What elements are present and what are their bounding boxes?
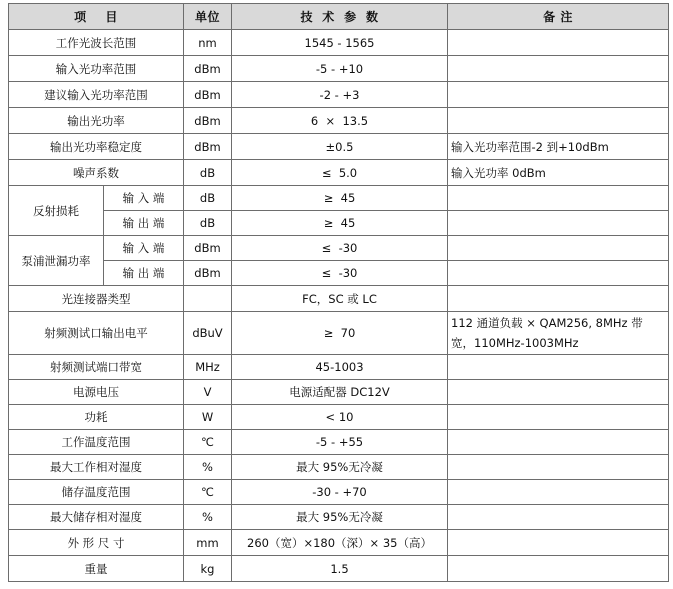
row-value: 45-1003 [232,355,448,380]
row-remark [448,236,669,261]
row-remark [448,108,669,134]
row-value: 最大 95%无冷凝 [232,505,448,530]
row-value: 6 × 13.5 [232,108,448,134]
table-row [9,530,669,556]
row-item: 光连接器类型 [9,286,184,312]
row-value: -5 - +10 [232,56,448,82]
table-row [9,56,669,82]
row-unit: dB [184,186,232,211]
row-remark: 输入光功率 0dBm [448,160,669,186]
row-remark [448,530,669,556]
row-item: 电源电压 [9,380,184,405]
row-item: 输入光功率范围 [9,56,184,82]
row-item: 外 形 尺 寸 [9,530,184,556]
row-remark [448,480,669,505]
row-unit: ℃ [184,480,232,505]
table-row [9,160,669,186]
row-remark [448,186,669,211]
row-unit: dBm [184,108,232,134]
row-port: 输 入 端 [104,186,184,211]
header-remarks: 备 注 [448,4,669,30]
row-remark [448,355,669,380]
table-row [9,505,669,530]
row-item: 功耗 [9,405,184,430]
table-header-row [9,4,669,30]
table-row [9,286,669,312]
row-unit: dBm [184,82,232,108]
table-row [9,355,669,380]
row-value: ≤ -30 [232,236,448,261]
row-unit: dBm [184,56,232,82]
row-remark [448,380,669,405]
row-remark [448,455,669,480]
table-row [9,134,669,160]
row-item: 输出光功率 [9,108,184,134]
row-unit: dB [184,160,232,186]
row-unit: dBm [184,236,232,261]
row-value: ±0.5 [232,134,448,160]
row-unit: dBm [184,134,232,160]
row-remark: 112 通道负载 × QAM256, 8MHz 带宽，110MHz-1003MHz [448,312,669,355]
row-port: 输 入 端 [104,236,184,261]
table-row [9,261,669,286]
row-remark [448,556,669,582]
row-item: 工作温度范围 [9,430,184,455]
table-row [9,82,669,108]
row-value: -2 - +3 [232,82,448,108]
header-params: 技 术 参 数 [232,4,448,30]
row-value: ≤ 5.0 [232,160,448,186]
row-value: 最大 95%无冷凝 [232,455,448,480]
table-row [9,405,669,430]
row-unit: MHz [184,355,232,380]
row-value: 电源适配器 DC12V [232,380,448,405]
row-value: ≥ 45 [232,186,448,211]
row-value: -30 - +70 [232,480,448,505]
header-item: 项 目 [9,4,184,30]
row-remark [448,56,669,82]
table-row [9,556,669,582]
table-row [9,312,669,355]
row-unit: nm [184,30,232,56]
row-remark [448,430,669,455]
row-unit: W [184,405,232,430]
table-row [9,430,669,455]
row-value: FC，SC 或 LC [232,286,448,312]
row-unit [184,286,232,312]
row-port: 输 出 端 [104,261,184,286]
row-value: ≥ 70 [232,312,448,355]
row-remark [448,286,669,312]
spec-table [8,3,669,582]
row-item: 射频测试端口带宽 [9,355,184,380]
row-unit: dBm [184,261,232,286]
row-remark [448,30,669,56]
row-item: 工作光波长范围 [9,30,184,56]
row-item: 泵浦泄漏功率 [9,236,104,286]
table-row [9,236,669,261]
row-unit: ℃ [184,430,232,455]
row-unit: % [184,455,232,480]
row-item: 噪声系数 [9,160,184,186]
row-remark [448,82,669,108]
row-value: < 10 [232,405,448,430]
row-remark [448,261,669,286]
row-value: 1.5 [232,556,448,582]
row-item: 最大储存相对湿度 [9,505,184,530]
row-value: ≤ -30 [232,261,448,286]
table-row [9,380,669,405]
row-item: 重量 [9,556,184,582]
row-value: 260（宽）×180（深）× 35（高） [232,530,448,556]
header-unit: 单位 [184,4,232,30]
row-remark: 输入光功率范围-2 到+10dBm [448,134,669,160]
table-row [9,108,669,134]
row-unit: dB [184,211,232,236]
row-item: 输出光功率稳定度 [9,134,184,160]
row-item: 最大工作相对湿度 [9,455,184,480]
row-item: 反射损耗 [9,186,104,236]
row-unit: V [184,380,232,405]
row-unit: % [184,505,232,530]
row-unit: mm [184,530,232,556]
table-row [9,30,669,56]
row-value: ≥ 45 [232,211,448,236]
row-remark [448,505,669,530]
row-item: 储存温度范围 [9,480,184,505]
table-row [9,455,669,480]
row-unit: dBuV [184,312,232,355]
table-row [9,211,669,236]
row-value: 1545 - 1565 [232,30,448,56]
row-port: 输 出 端 [104,211,184,236]
row-item: 射频测试口输出电平 [9,312,184,355]
row-unit: kg [184,556,232,582]
table-row [9,480,669,505]
row-remark [448,405,669,430]
table-row [9,186,669,211]
row-item: 建议输入光功率范围 [9,82,184,108]
row-remark [448,211,669,236]
row-value: -5 - +55 [232,430,448,455]
